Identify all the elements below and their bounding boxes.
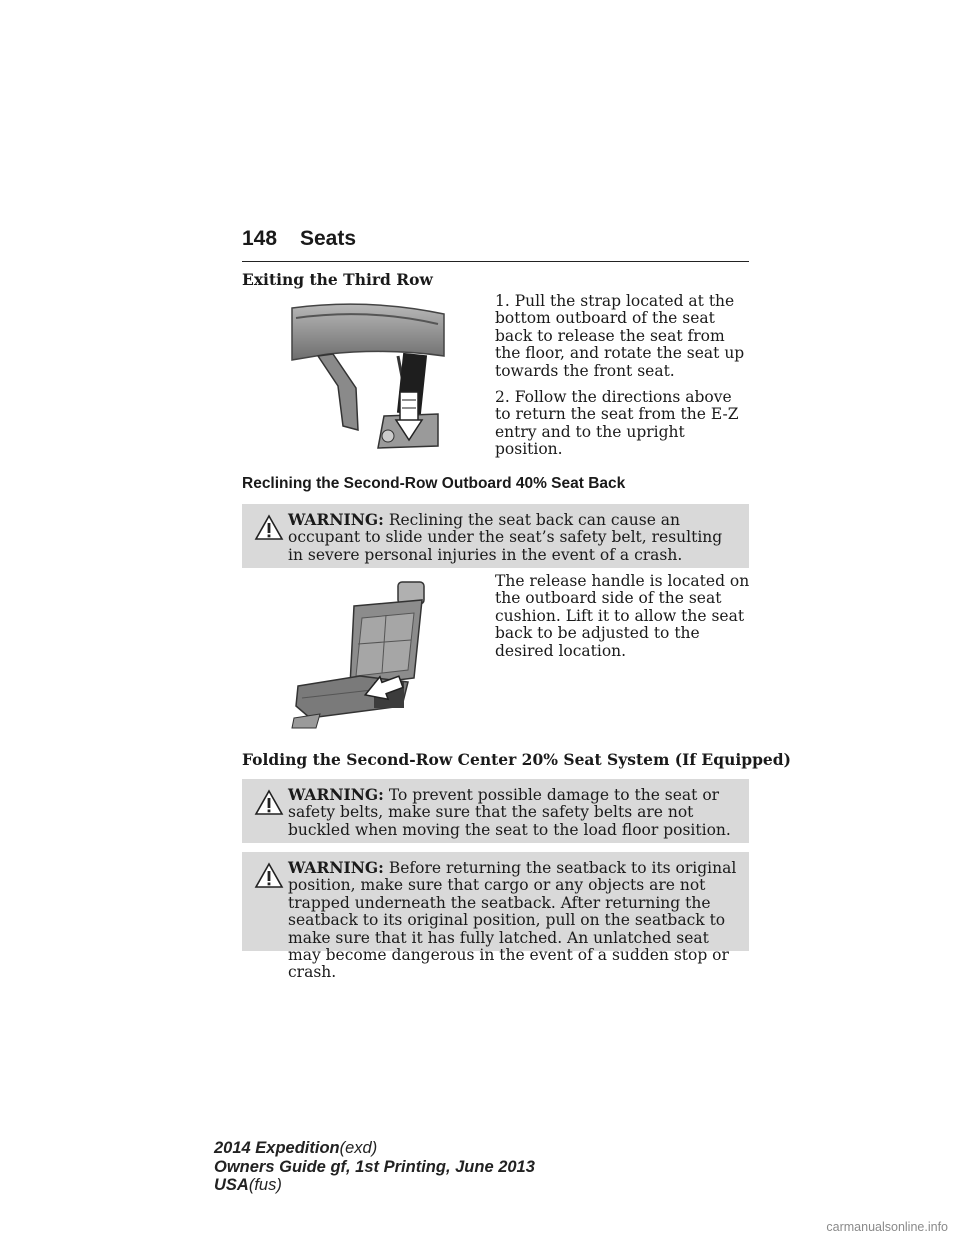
warning-text: To prevent possible damage to the seat or safety belts, make sure that the safety belts are not buckled when moving the seat to the load floor position. <box>288 786 731 839</box>
warning-label: WARNING: <box>288 510 384 529</box>
footer-printing: Owners Guide gf, 1st Printing, June 2013 <box>214 1157 535 1176</box>
warning-triangle-icon <box>254 514 284 541</box>
warning-triangle-icon <box>254 862 284 889</box>
warning-text: Before returning the seatback to its original position, make sure that cargo or any objects are not trapped underneath the seatback. After returning the seatback to its original position, pull on the seatback to make sure that it has fully latched. An unlatched seat may become dangerous in the event of a sudden stop or crash. <box>288 859 737 982</box>
page-header <box>242 227 749 262</box>
warning-label: WARNING: <box>288 785 384 804</box>
watermark: carmanualsonline.info <box>826 1220 948 1234</box>
exiting-step-1: 1. Pull the strap located at the bottom outboard of the seat back to release the seat from the floor, and rotate the seat up towards the front seat. <box>495 292 745 380</box>
reclining-instructions: The release handle is located on the outboard side of the seat cushion. Lift it to allow the seat back to be adjusted to the desired location. <box>495 572 750 660</box>
heading-reclining-seat-back: Reclining the Second-Row Outboard 40% Seat Back <box>242 475 626 492</box>
warning-text: Reclining the seat back can cause an occupant to slide under the seat’s safety belt, resulting in severe personal injuries in the event of a crash. <box>288 511 723 564</box>
warning-triangle-icon <box>254 789 284 816</box>
exiting-step-2: 2. Follow the directions above to return the seat from the E-Z entry and to the upright position. <box>495 388 739 459</box>
heading-exiting-third-row: Exiting the Third Row <box>242 270 433 289</box>
footer-market: USA <box>214 1176 249 1194</box>
warning-box-folding-1 <box>242 779 749 843</box>
page-number: 148 <box>242 227 278 250</box>
warning-box-reclining <box>242 504 749 568</box>
heading-folding-center-seat: Folding the Second-Row Center 20% Seat System (If Equipped) <box>242 750 791 769</box>
warning-label: WARNING: <box>288 858 384 877</box>
document-footer <box>214 1139 535 1195</box>
footer-model-code: (exd) <box>339 1139 378 1157</box>
exiting-instructions <box>495 293 751 468</box>
section-title: Seats <box>300 227 357 250</box>
warning-box-folding-2 <box>242 852 749 982</box>
second-row-seat-illustration <box>290 578 430 730</box>
footer-model: 2014 Expedition <box>214 1139 340 1157</box>
third-row-strap-illustration <box>288 296 448 454</box>
footer-market-code: (fus) <box>248 1176 282 1194</box>
